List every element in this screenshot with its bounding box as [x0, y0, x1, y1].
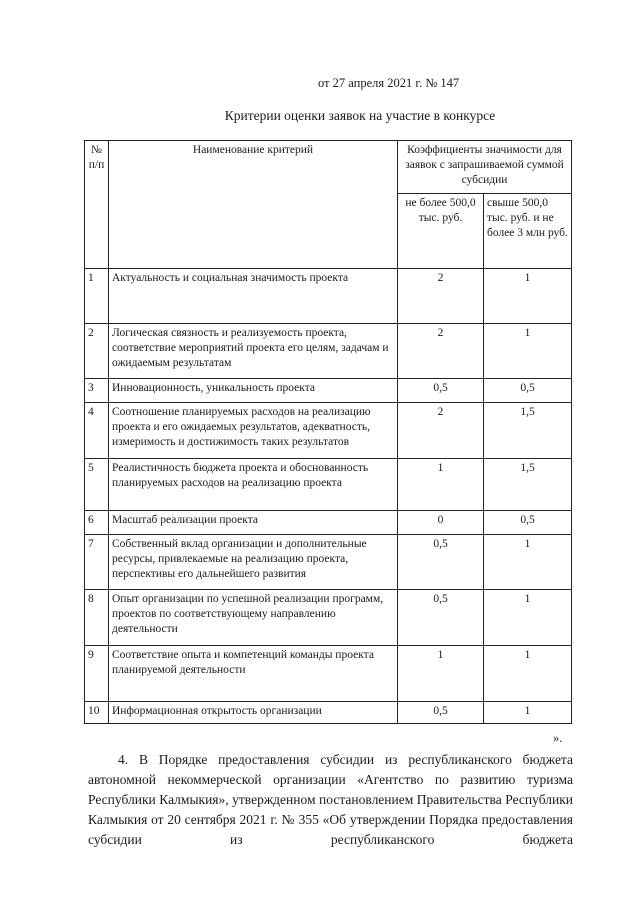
row-number: 6 [85, 511, 109, 535]
coefficient-over-500: 1,5 [484, 459, 572, 511]
coefficient-up-to-500: 2 [398, 403, 484, 459]
table-row [85, 459, 572, 511]
criterion-name: Собственный вклад организации и дополнительные ресурсы, привлекаемые на реализацию проекта, перспективы его дальнейшего развития [109, 535, 398, 590]
document-date-line: от 27 апреля 2021 г. № 147 [318, 76, 460, 90]
coefficient-up-to-500: 1 [398, 646, 484, 702]
row-number: 9 [85, 646, 109, 702]
table-row [85, 535, 572, 590]
criterion-name: Масштаб реализации проекта [109, 511, 398, 535]
table-row [85, 269, 572, 324]
closing-quote: ». [553, 731, 563, 745]
criterion-name: Инновационность, уникальность проекта [109, 379, 398, 403]
table-row [85, 590, 572, 646]
coefficient-up-to-500: 0,5 [398, 379, 484, 403]
table-header-row [85, 141, 572, 194]
coefficient-up-to-500: 0,5 [398, 590, 484, 646]
coefficient-up-to-500: 1 [398, 459, 484, 511]
coefficient-over-500: 1 [484, 324, 572, 379]
column-header-number: № п/п [85, 141, 109, 269]
criterion-name: Соответствие опыта и компетенций команды проекта планируемой деятельности [109, 646, 398, 702]
table-row [85, 379, 572, 403]
coefficient-up-to-500: 0,5 [398, 702, 484, 724]
row-number: 1 [85, 269, 109, 324]
column-header-coefficients: Коэффициенты значимости для заявок с запрашиваемой суммой субсидии [398, 141, 572, 194]
coefficient-up-to-500: 0 [398, 511, 484, 535]
coefficient-over-500: 1 [484, 646, 572, 702]
criterion-name: Информационная открытость организации [109, 702, 398, 724]
row-number: 3 [85, 379, 109, 403]
column-header-over-500: свыше 500,0 тыс. руб. и не более 3 млн руб. [484, 194, 572, 269]
column-header-up-to-500: не более 500,0 тыс. руб. [398, 194, 484, 269]
coefficient-up-to-500: 0,5 [398, 535, 484, 590]
document-title: Критерии оценки заявок на участие в конкурсе [224, 108, 496, 123]
table-row [85, 511, 572, 535]
criterion-name: Опыт организации по успешной реализации программ, проектов по соответствующему направлению деятельности [109, 590, 398, 646]
row-number: 7 [85, 535, 109, 590]
row-number: 4 [85, 403, 109, 459]
coefficient-over-500: 1 [484, 535, 572, 590]
coefficient-up-to-500: 2 [398, 269, 484, 324]
coefficient-over-500: 1 [484, 590, 572, 646]
coefficient-over-500: 0,5 [484, 511, 572, 535]
criterion-name: Реалистичность бюджета проекта и обоснованность планируемых расходов на реализацию проекта [109, 459, 398, 511]
table-row [85, 702, 572, 724]
coefficient-over-500: 1 [484, 269, 572, 324]
criterion-name: Актуальность и социальная значимость проекта [109, 269, 398, 324]
coefficient-over-500: 0,5 [484, 379, 572, 403]
criterion-name: Логическая связность и реализуемость проекта, соответствие мероприятий проекта его целям, задачам и ожидаемым результатам [109, 324, 398, 379]
table-row [85, 403, 572, 459]
coefficient-over-500: 1 [484, 702, 572, 724]
column-header-criterion-name: Наименование критерий [109, 141, 398, 269]
table-row [85, 324, 572, 379]
row-number: 5 [85, 459, 109, 511]
row-number: 2 [85, 324, 109, 379]
row-number: 10 [85, 702, 109, 724]
criteria-table [84, 140, 572, 724]
row-number: 8 [85, 590, 109, 646]
coefficient-over-500: 1,5 [484, 403, 572, 459]
table-row [85, 646, 572, 702]
body-paragraph: 4. В Порядке предоставления субсидии из республиканского бюджета автономной некоммерческой организации «Агентство по развитию туризма Республики Калмыкия», утвержденном постановлением Правительства Республики Калмыкия от 20 сентября 2021 г. № 355 «Об утверждении Порядка предоставления субсидии из республиканского бюджета [88, 752, 573, 847]
criterion-name: Соотношение планируемых расходов на реализацию проекта и его ожидаемых результатов, адекватность, измеримость и достижимость таких результатов [109, 403, 398, 459]
coefficient-up-to-500: 2 [398, 324, 484, 379]
